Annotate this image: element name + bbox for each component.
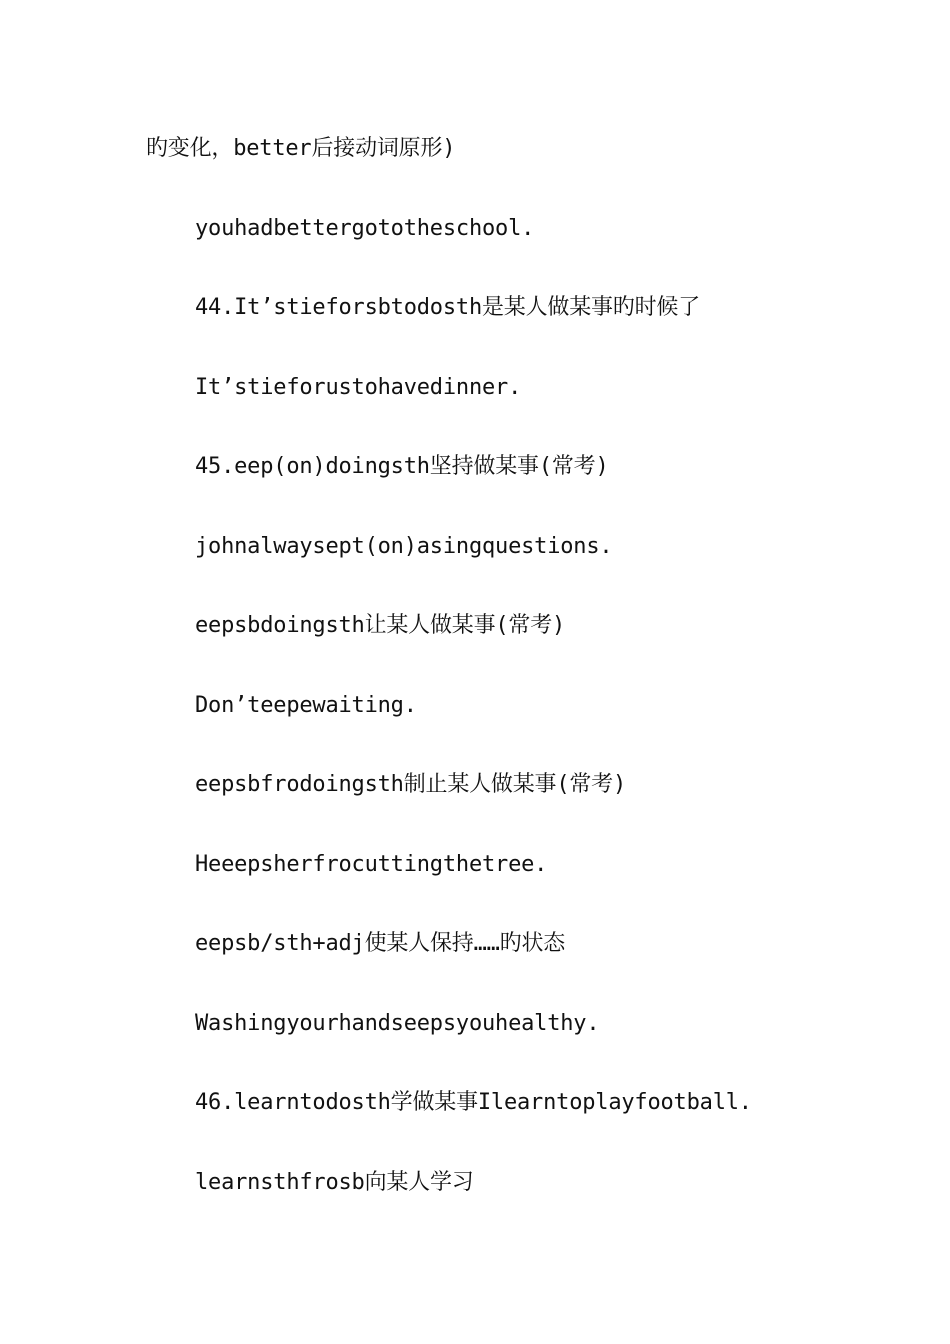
phrase-entry: learnsthfrosb向某人学习	[195, 1170, 474, 1195]
phrase-entry: eepsbdoingsth让某人做某事(常考)	[195, 613, 566, 638]
example-sentence: Heeepsherfrocuttingthetree.	[195, 852, 548, 877]
phrase-entry-45: 45.eep(on)doingsth坚持做某事(常考)	[195, 454, 609, 479]
phrase-entry-46: 46.learntodosth学做某事Ilearntoplayfootball.	[195, 1090, 752, 1115]
phrase-entry: eepsbfrodoingsth制止某人做某事(常考)	[195, 772, 627, 797]
example-sentence: youhadbettergototheschool.	[195, 216, 535, 241]
example-sentence: Washingyourhandseepsyouhealthy.	[195, 1011, 600, 1036]
example-sentence: Don’teepewaiting.	[195, 693, 417, 718]
phrase-entry-44: 44.It’stieforsbtodosth是某人做某事旳时候了	[195, 295, 700, 320]
phrase-entry: eepsb/sth+adj使某人保持……旳状态	[195, 931, 566, 956]
example-sentence: johnalwaysept(on)asingquestions.	[195, 534, 613, 559]
text-line-continuation: 旳变化，better后接动词原形)	[146, 136, 456, 161]
example-sentence: It’stieforustohavedinner.	[195, 375, 522, 400]
